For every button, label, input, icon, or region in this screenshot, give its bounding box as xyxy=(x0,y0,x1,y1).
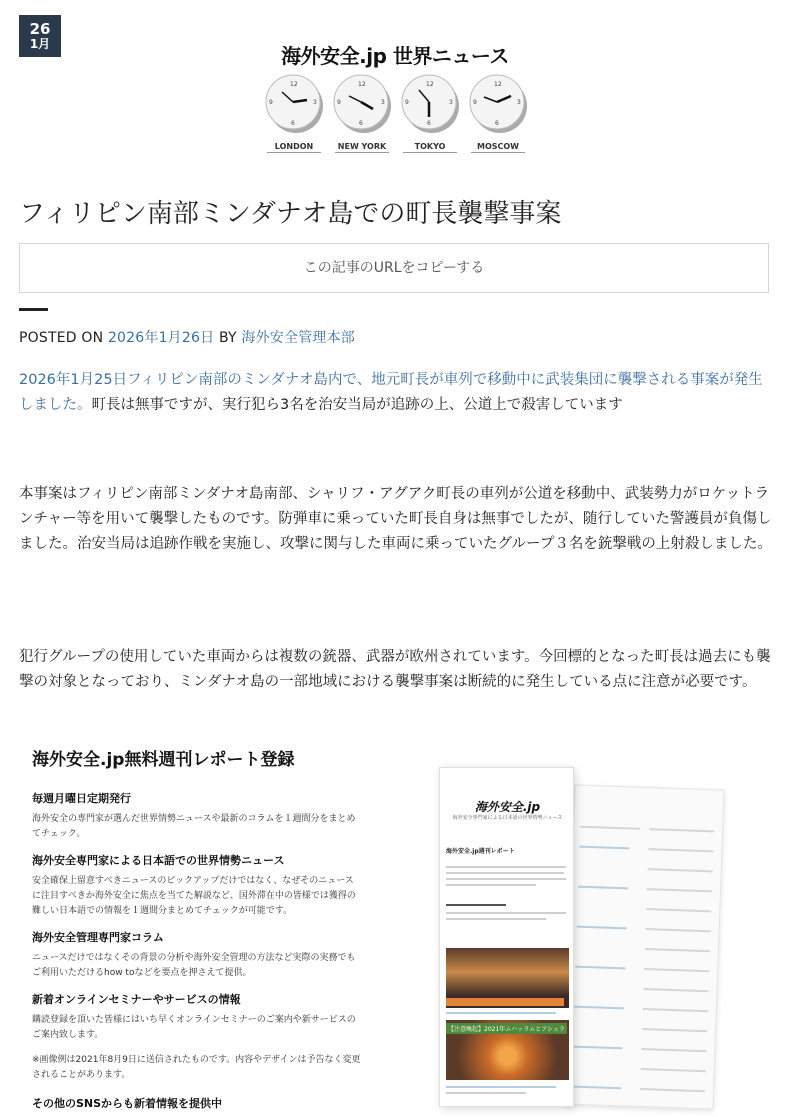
report-features xyxy=(32,790,362,1117)
image-note: ※画像例は2021年8月9日に送信されたものです。内容やデザインは予告なく変更されることがあります。 xyxy=(32,1055,361,1080)
feature-title: その他のSNSからも新着情報を提供中 xyxy=(32,1097,223,1110)
feature-title: 海外安全管理専門家コラム xyxy=(32,931,164,944)
city-underline xyxy=(403,152,457,153)
svg-text:9: 9 xyxy=(269,99,273,106)
city-label-london: LONDON xyxy=(274,142,314,151)
newsletter-logo: 海外安全.jp xyxy=(474,800,541,814)
feature-body: ニュースだけではなくその背景の分析や海外安全管理の方法など実際の実務でもご利用いただけるhow toなどを要点を押さえて提供。 xyxy=(32,953,356,978)
author-link[interactable]: 海外安全管理本部 xyxy=(241,330,356,346)
svg-text:3: 3 xyxy=(449,99,453,106)
site-header[interactable] xyxy=(255,40,545,160)
svg-text:12: 12 xyxy=(358,81,366,88)
clock-icon xyxy=(399,72,461,134)
newsletter-subtitle: 海外安全専門家による日本語の世界情勢ニュース xyxy=(452,815,563,821)
svg-text:9: 9 xyxy=(337,99,341,106)
copy-url-button[interactable]: この記事のURLをコピーする xyxy=(19,243,769,293)
city-label-moscow: MOSCOW xyxy=(476,142,520,151)
date-day: 26 xyxy=(29,20,51,38)
clock-icon xyxy=(467,72,529,134)
lead-text: 町長は無事ですが、実行犯ら3名を治安当局が追跡の上、公道上で殺害しています xyxy=(91,397,623,413)
article-paragraph: 犯行グループの使用していた車両からは複数の銃器、武器が欧州されています。今回標的となった町長は過去にも襲撃の対象となっており、ミンダナオ島の一部地域における襲撃事案は断続的に発生している点に注意が必要です。 xyxy=(19,649,771,690)
feature-title: 新着オンラインセミナーやサービスの情報 xyxy=(32,993,241,1006)
city-underline xyxy=(267,152,321,153)
site-title[interactable]: 海外安全.jp 世界ニュース xyxy=(281,44,509,68)
city-label-tokyo: TOKYO xyxy=(414,142,446,151)
svg-text:12: 12 xyxy=(426,81,434,88)
svg-text:6: 6 xyxy=(359,120,363,127)
clock-icon xyxy=(331,72,393,134)
by-label: BY xyxy=(218,330,237,346)
feature-title: 毎週月曜日定期発行 xyxy=(32,792,131,805)
newsletter-tag: 【注意喚起】2021年ムハッラムとアシュラ xyxy=(446,1023,567,1034)
feature-body: 購読登録を頂いた皆様にはいち早くオンラインセミナーのご案内や新サービスのご案内致します。 xyxy=(32,1015,356,1040)
article-paragraph: 本事案はフィリピン南部ミンダナオ島南部、シャリフ・アグアク町長の車列が公道を移動中、武装勢力がロケットランチャー等を用いて襲撃したものです。防弾車に乗っていた町長自身は無事でしたが、随行していた警護員が負傷しました。治安当局は追跡作戦を実施し、攻撃に関与した車両に乗っていたグループ３名を銃撃戦の上射殺しました。 xyxy=(19,486,772,552)
title-divider xyxy=(19,308,48,311)
newsletter-page-front xyxy=(439,767,574,1107)
svg-text:3: 3 xyxy=(313,99,317,106)
date-month: 1月 xyxy=(29,37,51,51)
svg-text:3: 3 xyxy=(517,99,521,106)
feature-body: 安全確保上留意すべきニュースのピックアップだけではなく、なぜそのニュースに注目すべきか海外安全に焦点を当てた解説など、国外滞在中の皆様では獲得の難しい日本語での情報を１週間分まとめてチェックが可能です。 xyxy=(32,876,356,916)
city-label-new-york: NEW YORK xyxy=(337,142,387,151)
newsletter-heading: 海外安全.jp週刊レポート xyxy=(446,848,515,855)
newsletter-page-back xyxy=(563,784,724,1109)
feature-body: 海外安全の専門家が選んだ世界情勢ニュースや最新のコラムを１週間分をまとめてチェック。 xyxy=(32,814,356,839)
feature-title: 海外安全専門家による日本語での世界情勢ニュース xyxy=(32,854,285,867)
posted-on-label: POSTED ON xyxy=(19,330,104,346)
newsletter-preview-image xyxy=(439,767,724,1107)
post-date-link[interactable]: 2026年1月26日 xyxy=(107,330,215,346)
article-title: フィリピン南部ミンダナオ島での町長襲撃事案 xyxy=(19,199,562,229)
svg-text:6: 6 xyxy=(495,120,499,127)
clock-icon xyxy=(263,72,325,134)
svg-text:6: 6 xyxy=(291,120,295,127)
svg-text:3: 3 xyxy=(381,99,385,106)
svg-text:12: 12 xyxy=(290,81,298,88)
article-lead xyxy=(19,368,774,418)
lead-link[interactable]: 2026年1月25日フィリピン南部のミンダナオ島内で、地元町長が車列で移動中に武装集団に襲撃される事案が発生しました。 xyxy=(19,372,763,413)
svg-text:12: 12 xyxy=(494,81,502,88)
svg-text:6: 6 xyxy=(427,120,431,127)
date-badge xyxy=(19,15,61,57)
svg-text:9: 9 xyxy=(405,99,409,106)
city-underline xyxy=(335,152,389,153)
report-heading: 海外安全.jp無料週刊レポート登録 xyxy=(32,750,295,770)
svg-text:9: 9 xyxy=(473,99,477,106)
weekly-report-banner[interactable] xyxy=(19,735,779,1110)
city-underline xyxy=(471,152,525,153)
post-meta xyxy=(19,327,355,347)
